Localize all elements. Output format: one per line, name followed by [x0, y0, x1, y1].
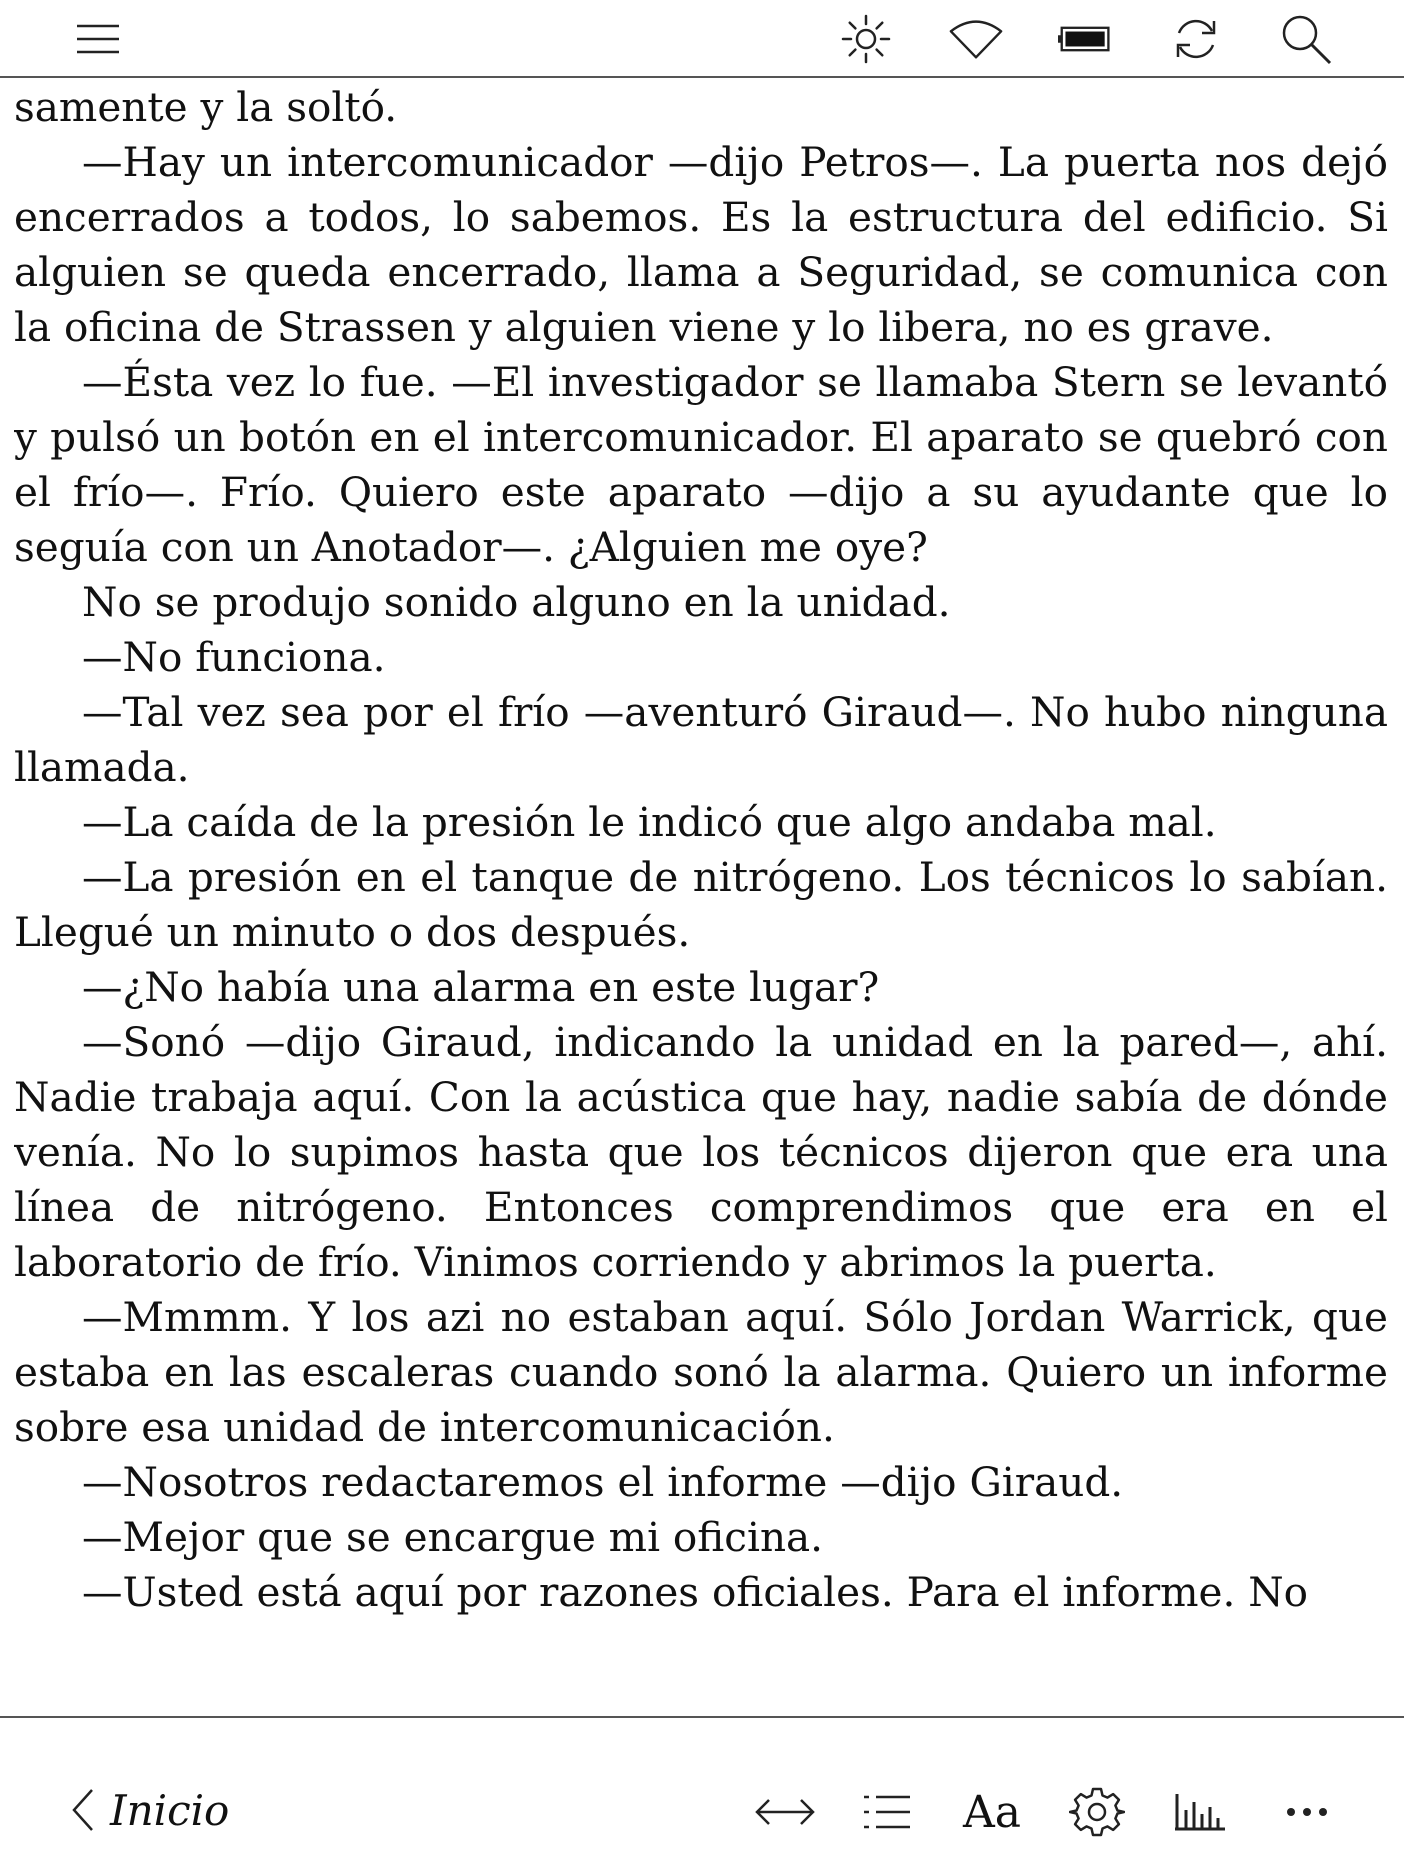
book-paragraph: —Tal vez sea por el frío —aventuró Giraud—. No hubo ninguna llamada.	[14, 688, 1388, 791]
toc-list-icon	[862, 1792, 912, 1832]
book-paragraph: —Nosotros redactaremos el informe —dijo Giraud.	[82, 1458, 1124, 1506]
brightness-button[interactable]	[838, 12, 894, 66]
table-of-contents-button[interactable]	[852, 1782, 922, 1842]
reading-settings-button[interactable]	[1062, 1782, 1132, 1842]
book-paragraph: —Usted está aquí por razones oficiales. Para el informe. No	[82, 1568, 1309, 1616]
book-paragraph: —Mejor que se encargue mi oficina.	[82, 1513, 824, 1561]
wifi-button[interactable]	[948, 12, 1004, 66]
book-paragraph: —Hay un intercomunicador —dijo Petros—. La puerta nos dejó encerrados a todos, lo sabemos. Es la estructura del edificio. Si alguien se queda encerrado, llama a Seguridad, se comunica con la oficina de Strassen y alguien viene y lo libera, no es grave.	[14, 138, 1388, 351]
menu-button[interactable]	[70, 12, 126, 66]
sync-button[interactable]	[1168, 12, 1224, 66]
sync-icon	[1170, 13, 1222, 65]
back-home-button[interactable]	[70, 1780, 229, 1840]
search-icon	[1279, 12, 1333, 66]
search-button[interactable]	[1278, 12, 1334, 66]
font-settings-button[interactable]	[957, 1782, 1027, 1842]
book-paragraph: —La caída de la presión le indicó que algo andaba mal.	[82, 798, 1217, 846]
page-width-button[interactable]	[750, 1782, 820, 1842]
book-paragraph: —Ésta vez lo fue. —El investigador se llamaba Stern se levantó y pulsó un botón en el intercomunicador. El aparato se quebró con el frío—. Frío. Quiero este aparato —dijo a su ayudante que lo seguía con un Anotador—. ¿Alguien me oye?	[14, 358, 1388, 571]
brightness-icon	[840, 13, 892, 65]
battery-icon	[1058, 24, 1114, 54]
book-paragraph: —No funciona.	[82, 633, 386, 681]
book-paragraph: samente y la soltó.	[14, 83, 398, 131]
book-paragraph: No se produjo sonido alguno en la unidad.	[82, 578, 951, 626]
book-paragraph: —¿No había una alarma en este lugar?	[82, 963, 880, 1011]
gear-icon	[1069, 1784, 1125, 1840]
status-bar	[0, 0, 1404, 78]
reader-toolbar	[0, 1716, 1404, 1872]
book-paragraph: —La presión en el tanque de nitrógeno. Los técnicos lo sabían. Llegué un minuto o dos después.	[14, 853, 1388, 956]
book-page[interactable]	[14, 80, 1388, 1714]
more-icon	[1285, 1806, 1329, 1818]
font-settings-icon: Aa	[962, 1786, 1021, 1838]
battery-status[interactable]	[1058, 12, 1114, 66]
more-options-button[interactable]	[1272, 1782, 1342, 1842]
chevron-left-icon	[70, 1787, 96, 1833]
book-paragraph: —Mmmm. Y los azi no estaban aquí. Sólo Jordan Warrick, que estaba en las escaleras cuando sonó la alarma. Quiero un informe sobre esa unidad de intercomunicación.	[14, 1293, 1388, 1451]
menu-icon	[75, 22, 121, 56]
stats-icon	[1173, 1792, 1227, 1832]
reading-stats-button[interactable]	[1165, 1782, 1235, 1842]
page-width-icon	[753, 1797, 817, 1827]
back-home-label: Inicio	[110, 1785, 230, 1835]
wifi-icon	[948, 17, 1004, 61]
book-paragraph: —Sonó —dijo Giraud, indicando la unidad en la pared—, ahí. Nadie trabaja aquí. Con la acústica que hay, nadie sabía de dónde venía. No lo supimos hasta que los técnicos dijeron que era una línea de nitrógeno. Entonces comprendimos que era en el laboratorio de frío. Vinimos corriendo y abrimos la puerta.	[14, 1018, 1388, 1286]
